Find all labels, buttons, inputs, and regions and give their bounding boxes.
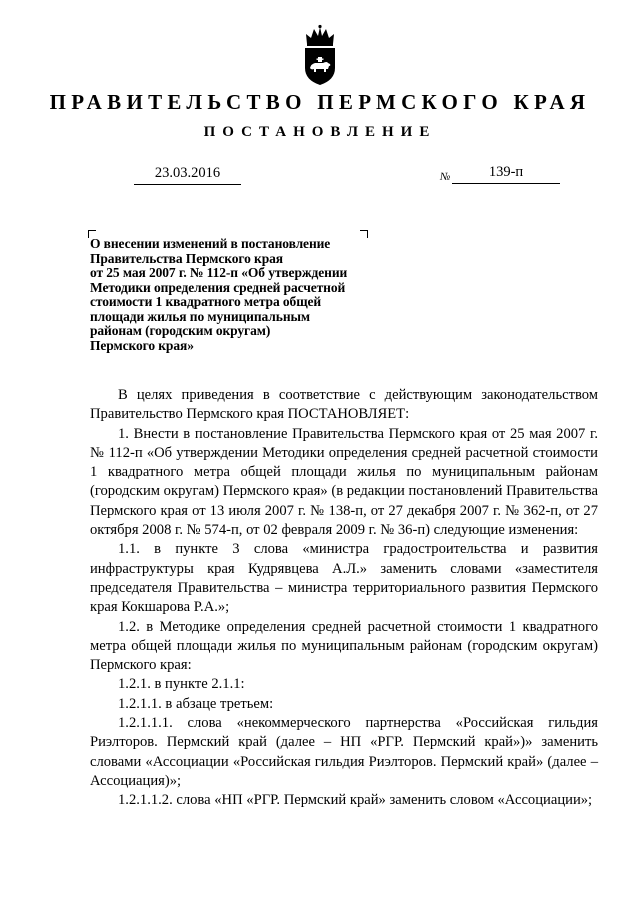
paragraph-item-1-2: 1.2. в Методике определения средней расчетной стоимости 1 квадратного метра общей площади жилья по муниципальным районам (городским округам) Пермского края: [90, 618, 598, 674]
subject-line: Пермского края» [90, 337, 194, 353]
number-sign: № [440, 171, 451, 183]
document-body [90, 386, 598, 811]
paragraph-item-1-2-1-1-1: 1.2.1.1.1. слова «некоммерческого партнерства «Российская гильдия Риэлторов. Пермский край (далее – НП «РГР. Пермский край»)» заменить словами «Ассоциации «Российская гильдия Риэлторов. Пермский край» (далее – Ассоциация)»; [90, 715, 598, 789]
paragraph-preamble: В целях приведения в соответствие с действующим законодательством Правительство Пермского края ПОСТАНОВЛЯЕТ: [90, 387, 598, 423]
paragraph-item-1-1: 1.1. в пункте 3 слова «министра градостроительства и развития инфраструктуры края Кудрявцева А.Л.» заменить словами «заместителя председателя Правительства – министра территориального развития Пермского края Кокшарова Р.А.»; [90, 541, 598, 616]
subject-line: от 25 мая 2007 г. № 112-п «Об утверждении [90, 265, 348, 280]
subject-line: Методики определения средней расчетной [90, 279, 346, 295]
subject-line: площади жилья по муниципальным [90, 308, 311, 324]
perm-krai-coat-of-arms-icon [301, 24, 339, 86]
government-title: ПРАВИТЕЛЬСТВО ПЕРМСКОГО КРАЯ [49, 90, 591, 114]
subject-line: районам (городским округам) [90, 323, 271, 338]
paragraph-item-1-2-1-1: 1.2.1.1. в абзаце третьем: [118, 695, 274, 712]
paragraph-item-1: 1. Внести в постановление Правительства Пермского края от 25 мая 2007 г. № 112-п «Об утверждении Методики определения средней расчетной стоимости 1 квадратного метра общей площади жилья по муниципальным районам (городским округам) Пермского края» (в редакции постановлений Правительства Пермского края от 13 июля 2007 г. № 138-п, от 27 декабря 2007 г. № 362-п, от 27 октября 2008 г. № 574-п, от 02 февраля 2009 г. № 36-п) следующие изменения: [90, 425, 598, 539]
paragraph-item-1-2-1-1-2: 1.2.1.1.2. слова «НП «РГР. Пермский край» заменить словом «Ассоциации»; [118, 792, 593, 809]
subject-line: стоимости 1 квадратного метра общей [90, 294, 322, 309]
document-number: 139-п [452, 161, 560, 184]
document-subject [90, 237, 390, 353]
subject-line: Правительства Пермского края [90, 250, 283, 266]
document-date: 23.03.2016 [134, 162, 241, 185]
paragraph-item-1-2-1: 1.2.1. в пункте 2.1.1: [118, 676, 245, 693]
document-type-heading: ПОСТАНОВЛЕНИЕ [203, 124, 437, 140]
subject-line: О внесении изменений в постановление [90, 236, 331, 251]
